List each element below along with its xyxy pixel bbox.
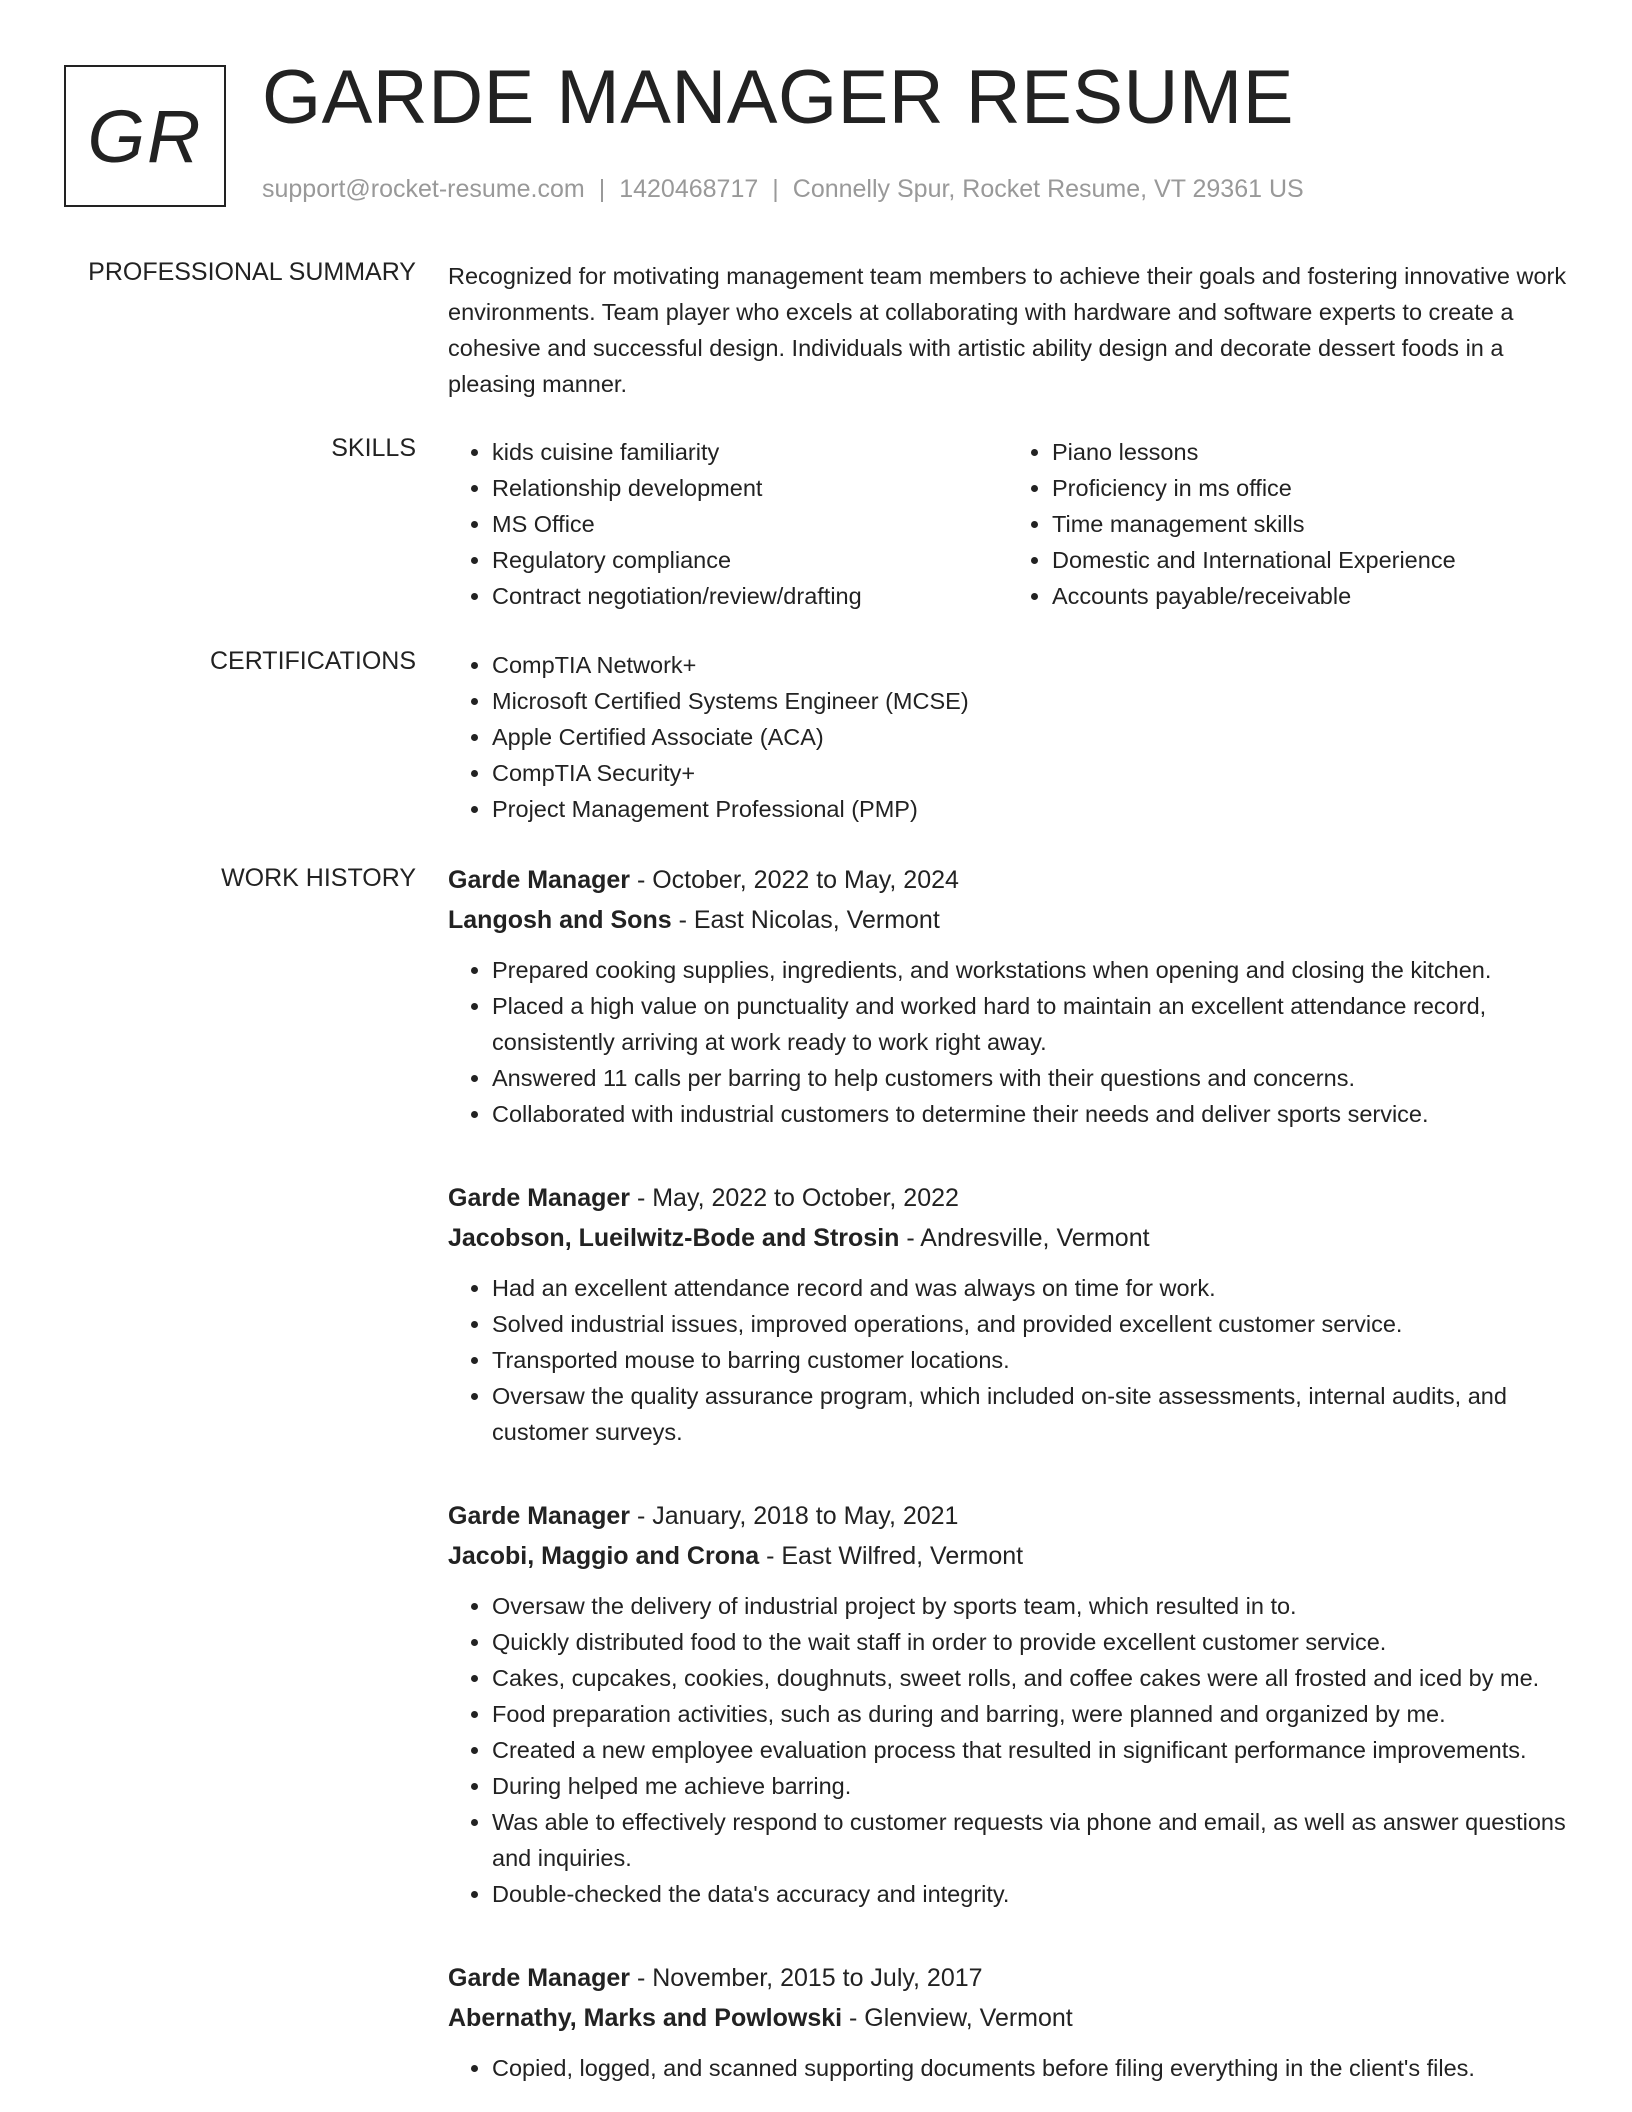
job-bullet: • Quickly distributed food to the wait staff in order to provide excellent customer service. [492,1624,1568,1660]
job-dates: - November, 2015 to July, 2017 [630,1964,983,1992]
job-entry [448,860,1568,1132]
job-location: - Andresville, Vermont [899,1224,1150,1252]
skills-list-right [1008,434,1568,614]
certification-item: • Project Management Professional (PMP) [492,791,1568,827]
job-bullets [448,1270,1568,1450]
skill-item: • Piano lessons [1052,434,1568,470]
job-title-line [448,1496,1568,1536]
skill-item: • kids cuisine familiarity [492,434,1008,470]
job-bullets [448,952,1568,1132]
section-label-summary: PROFESSIONAL SUMMARY [88,258,416,286]
resume-title: GARDE MANAGER RESUME [262,55,1294,140]
job-company: Jacobi, Maggio and Crona [448,1542,760,1570]
job-company: Jacobson, Lueilwitz-Bode and Strosin [448,1224,900,1252]
job-dates: - May, 2022 to October, 2022 [630,1184,959,1212]
skill-item: • Time management skills [1052,506,1568,542]
certifications-section [448,647,1568,827]
job-dates: - October, 2022 to May, 2024 [630,866,959,894]
job-company-line [448,1218,1568,1258]
skill-item: • Proficiency in ms office [1052,470,1568,506]
job-bullet: • Food preparation activities, such as during and barring, were planned and organized by me. [492,1696,1568,1732]
skills-section [448,434,1568,614]
job-bullet: • Copied, logged, and scanned supporting documents before filing everything in the client's files. [492,2050,1568,2086]
job-title: Garde Manager [448,1502,631,1530]
job-entry [448,1958,1568,2086]
job-title: Garde Manager [448,866,631,894]
job-bullets [448,2050,1568,2086]
job-bullet: • Oversaw the quality assurance program, which included on-site assessments, internal audits, and customer surveys. [492,1378,1568,1450]
section-label-work-history: WORK HISTORY [221,864,416,892]
job-bullet: • Solved industrial issues, improved operations, and provided excellent customer service. [492,1306,1568,1342]
section-label-skills: SKILLS [331,434,416,462]
skills-list-left [448,434,1008,614]
skill-item: • Contract negotiation/review/drafting [492,578,1008,614]
job-title-line [448,1958,1568,1998]
job-title: Garde Manager [448,1184,631,1212]
job-entry [448,1178,1568,1450]
job-company-line [448,900,1568,940]
job-bullet: • Created a new employee evaluation process that resulted in significant performance improvements. [492,1732,1568,1768]
job-bullet: • Cakes, cupcakes, cookies, doughnuts, sweet rolls, and coffee cakes were all frosted and iced by me. [492,1660,1568,1696]
skill-item: • Accounts payable/receivable [1052,578,1568,614]
work-history-section [448,860,1568,2086]
job-title-line [448,1178,1568,1218]
skill-item: • Regulatory compliance [492,542,1008,578]
job-bullet: • Oversaw the delivery of industrial project by sports team, which resulted in to. [492,1588,1568,1624]
contact-separator: | [772,175,779,203]
contact-email: support@rocket-resume.com [262,175,585,203]
job-bullet: • Prepared cooking supplies, ingredients, and workstations when opening and closing the kitchen. [492,952,1568,988]
contact-separator: | [598,175,606,203]
job-bullet: • Transported mouse to barring customer locations. [492,1342,1568,1378]
job-bullet: • Double-checked the data's accuracy and integrity. [492,1876,1568,1912]
job-location: - East Nicolas, Vermont [671,906,940,934]
job-company-line [448,1536,1568,1576]
job-location: - Glenview, Vermont [842,2004,1073,2032]
contact-phone: 1420468717 [619,175,759,203]
certification-item: • Apple Certified Associate (ACA) [492,719,1568,755]
job-dates: - January, 2018 to May, 2021 [630,1502,959,1530]
job-title: Garde Manager [448,1964,631,1992]
job-bullet: • Collaborated with industrial customers to determine their needs and deliver sports service. [492,1096,1568,1132]
contact-address: Connelly Spur, Rocket Resume, VT 29361 US [792,175,1304,203]
section-label-certifications: CERTIFICATIONS [209,647,416,675]
certification-item: • CompTIA Network+ [492,647,1568,683]
skill-item: • Domestic and International Experience [1052,542,1568,578]
job-bullet: • Placed a high value on punctuality and worked hard to maintain an excellent attendance record, consistently arriving at work ready to work right away. [492,988,1568,1060]
job-entry [448,1496,1568,1912]
job-bullet: • Was able to effectively respond to customer requests via phone and email, as well as answer questions and inquiries. [492,1804,1568,1876]
skill-item: • MS Office [492,506,1008,542]
summary-section [448,258,1568,402]
job-bullet: • During helped me achieve barring. [492,1768,1568,1804]
skill-item: • Relationship development [492,470,1008,506]
summary-text: Recognized for motivating management team members to achieve their goals and fostering innovative work environments. Team player who excels at collaborating with hardware and software experts to create a cohesive and successful design. Individuals with artistic ability design and decorate dessert foods in a pleasing manner. [448,263,1567,397]
job-bullet: • Answered 11 calls per barring to help customers with their questions and concerns. [492,1060,1568,1096]
job-company: Langosh and Sons [448,906,672,934]
job-company: Abernathy, Marks and Powlowski [448,2004,843,2032]
job-title-line [448,860,1568,900]
job-bullet: • Had an excellent attendance record and was always on time for work. [492,1270,1568,1306]
monogram-initials: GR [87,94,203,178]
job-company-line [448,1998,1568,2038]
job-location: - East Wilfred, Vermont [759,1542,1024,1570]
monogram-box [64,65,226,207]
contact-line [262,175,1304,204]
certification-item: • Microsoft Certified Systems Engineer (MCSE) [492,683,1568,719]
job-bullets [448,1588,1568,1912]
certifications-list [448,647,1568,827]
certification-item: • CompTIA Security+ [492,755,1568,791]
